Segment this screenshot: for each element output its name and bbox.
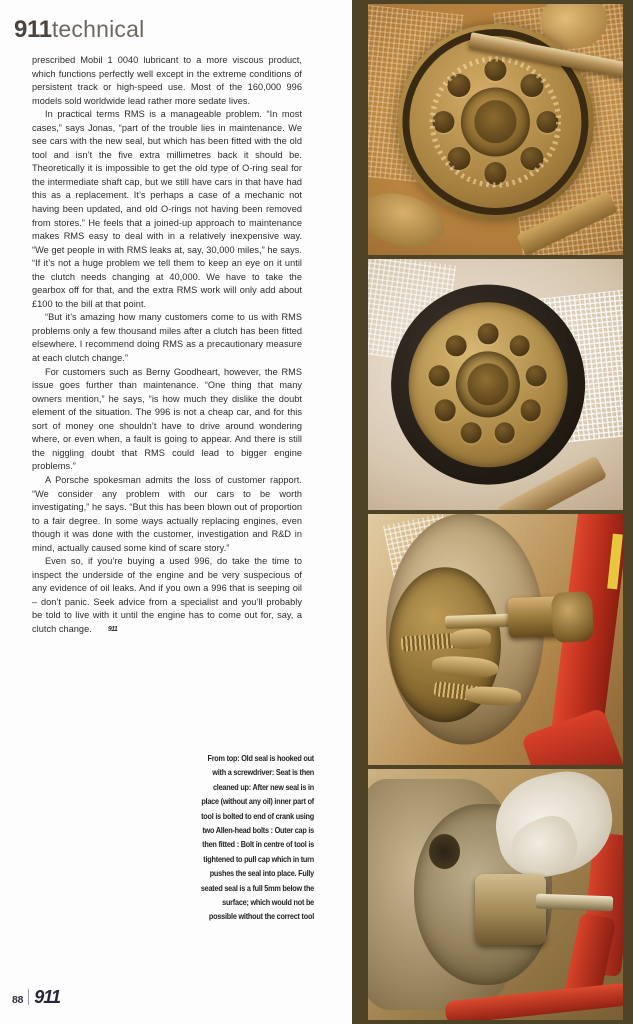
photo-tool-bolted-to-end-of-crank [368, 514, 623, 765]
photo-caption: From top: Old seal is hooked out with a screwdriver: Seat is then cleaned up: After new seal is in place (without any oil) inner part of tool is bolted to end of crank using two Allen-head bolts : Outer cap is then fitted : Bolt in centre of tool is tightened to pull cap which in turn pushes the seal into place. Fully seated seal is a full 5mm below the surface; which would not be possible without the correct tool [200, 754, 314, 922]
article-paragraph: prescribed Mobil 1 0040 lubricant to a more viscous product, which functions perfectly well except in the extreme conditions of persistent track or high-speed use. Most of the 160,000 996 models sold worldwide lead rather more sedate lives. [32, 55, 302, 106]
folio-magazine-logo: 911 [34, 987, 60, 1007]
case-aperture [429, 834, 460, 869]
bolt-hole [494, 422, 515, 443]
bolt-hole [521, 74, 543, 96]
photo-strip [352, 0, 633, 1024]
flywheel-seal-ring [391, 284, 585, 485]
flywheel-ring [408, 302, 567, 467]
article-body [32, 54, 302, 638]
page-title [14, 16, 144, 43]
article-paragraph: “But it’s amazing how many customers come to us with RMS problems only a few thousand miles after a clutch has been fitted elsewhere. I recommend doing RMS as a precautionary measure at each clutch change.” [32, 312, 302, 364]
flywheel-hub [456, 352, 520, 418]
photo-old-seal-hooked-out-with-screwdriver [368, 4, 623, 255]
photo-outer-cap-fitted-bolt-tightened [368, 769, 623, 1020]
bolt-hole [461, 422, 482, 443]
bolt-hole [484, 59, 506, 81]
tool-head [550, 591, 593, 643]
bolt-hole [478, 323, 499, 344]
bolt-hole [536, 111, 558, 133]
article-paragraph: For customers such as Berny Goodheart, however, the RMS issue goes further than maintenance. “One thing that many owners mention,” he says, “is how much they dislike the doubt element of the situation. The 996 is not a cheap car, and for this sort of money one shouldn’t have to drive around wondering where, or even when, a fault is going to appear. And there is still the niggling doubt that RMS could lead to bigger engine problems.” [32, 366, 302, 472]
article-paragraph-last [32, 555, 302, 637]
photo-seat-cleaned-up [368, 259, 623, 510]
bolt-hole [432, 111, 454, 133]
page-title-brand: 911 [14, 16, 52, 43]
folio-page-number: 88 [12, 994, 24, 1006]
bolt-hole [429, 365, 450, 386]
bolt-hole [484, 162, 506, 184]
bolt-hole [435, 400, 456, 421]
folio-divider [28, 989, 29, 1005]
article-paragraph: In practical terms RMS is a manageable problem. “In most cases,” says Jonas, “part of the trouble lies in maintenance. We see cars with the new seal, but which has been fitted with the old tool and isn’t the five extra millimetres back it should be. Theoretically it is impossible to get the old type of O-ring seal for the intermediate shaft cap, but we still have cars in that have had this as a replacement. It’s perhaps a case of a mechanic not having been updated, and old O-rings not having been removed from stores.” He feels that a joined-up approach to maintenance makes RMS easy to deal with in a relatively inexpensive way. “We get people in with RMS leaks at, say, 30,000 miles,” he says. “If it’s not a huge problem we tell them to keep an eye on it until the clutch needs changing at 40,000. We have to take the gearbox off for that, and the extra RMS work will only add about £100 to the bill at that point. [32, 109, 302, 309]
bolt-hole [520, 400, 541, 421]
flywheel-hub [461, 88, 530, 157]
page-footer [12, 987, 60, 1008]
article-paragraph-text: Even so, if you’re buying a used 996, do take the time to inspect the underside of the engine and be very suspecious of any evidence of oil leaks. And if you own a 996 that is seeping oil – don’t panic. Seek advice from a specialist and you’ll probably be told to live with it until the engine has to come out for, say, a clutch change. [32, 556, 302, 634]
seal-cap-tool [475, 874, 546, 944]
bolt-hole [526, 365, 547, 386]
bolt-hole [448, 74, 470, 96]
bolt-hole [446, 335, 467, 356]
bolt-hole [509, 335, 530, 356]
article-end-mark: 911 [107, 625, 118, 633]
bolt-hole [448, 147, 470, 169]
page-title-section: technical [51, 16, 145, 42]
tool-shaft [536, 893, 613, 911]
bolt-hole [521, 147, 543, 169]
article-paragraph: A Porsche spokesman admits the loss of customer rapport. “We consider any problem with our cars to be worth investigating,” he says. “But this has been blown out of proportion to a fair degree. In some ways actually replacing engines, even though it was done with the customer, investigation and R&D in mind, actually caused some kind of scare story.” [32, 474, 302, 553]
